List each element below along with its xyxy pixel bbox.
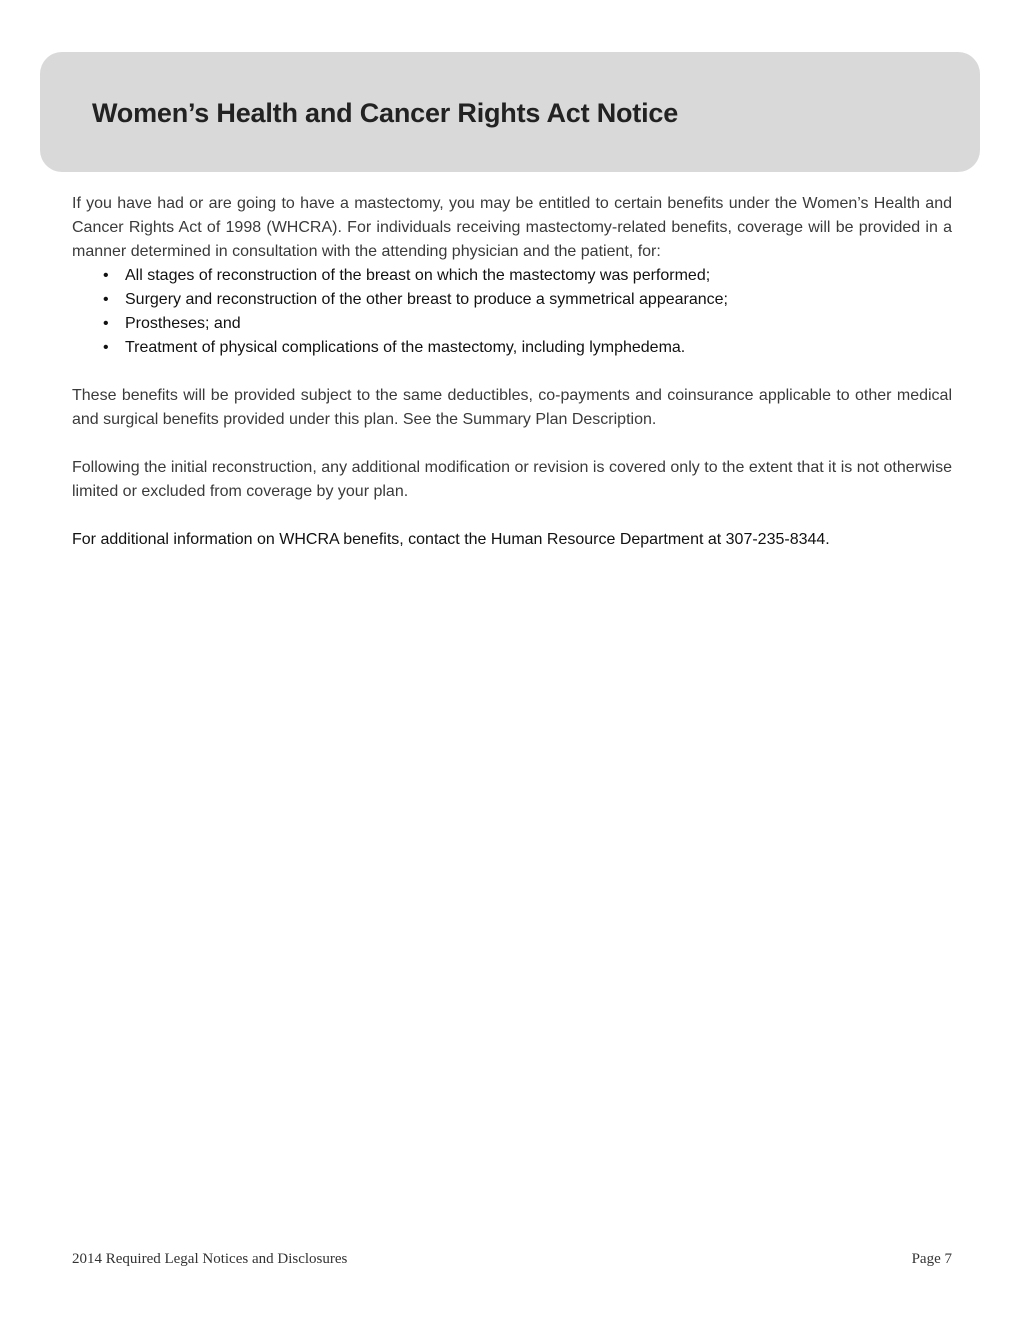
page-footer: [72, 1251, 952, 1268]
reconstruction-paragraph: Following the initial reconstruction, any additional modification or revision is covered only to the extent that it is not otherwise limited or excluded from coverage by your plan.: [72, 459, 952, 500]
title-banner: [40, 52, 980, 172]
intro-paragraph: If you have had or are going to have a mastectomy, you may be entitled to certain benefits under the Women’s Health and Cancer Rights Act of 1998 (WHCRA). For individuals receiving mastectomy-related benefits, coverage will be provided in a manner determined in consultation with the attending physician and the patient, for:: [72, 195, 952, 260]
list-item: • Treatment of physical complications of the mastectomy, including lymphedema.: [100, 336, 952, 360]
deductibles-paragraph: These benefits will be provided subject to the same deductibles, co-payments and coinsurance applicable to other medical and surgical benefits provided under this plan. See the Summary Plan Description.: [72, 387, 952, 428]
page-number: Page 7: [911, 1251, 952, 1267]
list-item: • Surgery and reconstruction of the other breast to produce a symmetrical appearance;: [100, 288, 952, 312]
benefits-list: [72, 264, 952, 360]
footer-document-title: 2014 Required Legal Notices and Disclosures: [72, 1251, 348, 1267]
list-item: • Prostheses; and: [100, 312, 952, 336]
page-title: Women’s Health and Cancer Rights Act Notice: [92, 98, 679, 128]
list-item: • All stages of reconstruction of the breast on which the mastectomy was performed;: [100, 264, 952, 288]
notice-body: [72, 192, 952, 552]
contact-paragraph: For additional information on WHCRA benefits, contact the Human Resource Department at 307-235-8344.: [72, 531, 830, 548]
